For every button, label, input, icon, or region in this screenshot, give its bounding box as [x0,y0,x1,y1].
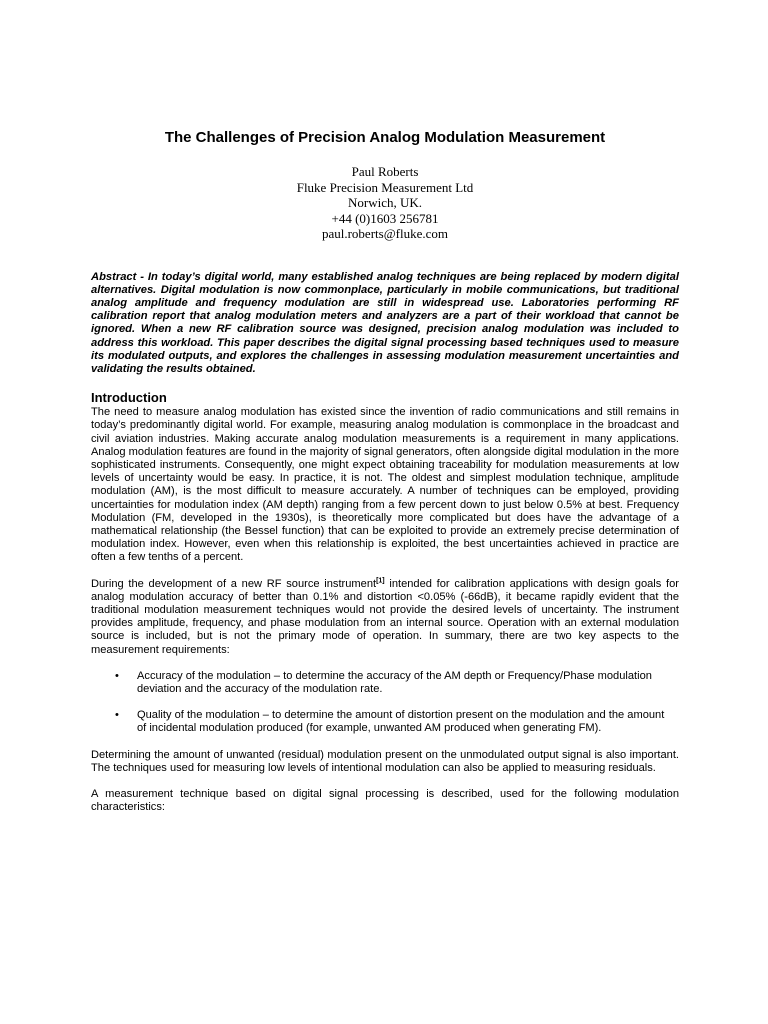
bullet-icon: • [115,709,119,722]
paper-title: The Challenges of Precision Analog Modulation Measurement [164,129,606,146]
introduction-paragraph-4: A measurement technique based on digital signal processing is described, used for the following modulation characteristics: [91,788,679,814]
abstract: Abstract - In today’s digital world, many established analog techniques are being replaced by modern digital alternatives. Digital modulation is now commonplace, particularly in mobile communications, but traditional analog amplitude and frequency modulation are still in widespread use. Laboratories performing RF calibration report that analog modulation meters and analyzers are a part of their workload that cannot be ignored. When a new RF calibration source was designed, precision analog modulation was included to address this workload. This paper describes the digital signal processing based techniques used to measure its modulated outputs, and explores the challenges in assessing modulation measurement uncertainties and validating the results obtained. [91,270,679,375]
introduction-heading: Introduction [91,390,167,406]
author-phone: +44 (0)1603 256781 [331,210,439,226]
paragraph-2-text-start: During the development of a new RF source instrument [91,577,377,590]
reference-marker: [1] [376,576,385,584]
author-city: Norwich, UK. [347,195,422,210]
list-item-text: Quality of the modulation – to determine the amount of distortion present on the modulation and the amount of incidental modulation produced (for example, unwanted AM produced when generating FM). [137,709,665,735]
paragraph-2-text-end: intended for calibration applications with design goals for analog modulation accuracy of better than 0.1% and distortion <0.05% (-66dB), it became rapidly evident that the traditional modulation measurement techniques would not provide the desired levels of uncertainty. The instrument provides amplitude, frequency, and phase modulation from an internal source. Operation with an external modulation source is included, but is not the primary mode of operation. In summary, there are two key aspects to the measurement requirements: [91,577,679,656]
author-email: paul.roberts@fluke.com [321,226,449,241]
paper-page [91,128,679,814]
list-item-text: Accuracy of the modulation – to determine the accuracy of the AM depth or Frequency/Phase modulation deviation and the accuracy of the modulation rate. [137,669,652,695]
list-item [91,670,679,696]
introduction-paragraph-3: Determining the amount of unwanted (residual) modulation present on the unmodulated output signal is also important. The techniques used for measuring low levels of intentional modulation can also be applied to measuring residuals. [91,748,679,774]
author-affiliation: Fluke Precision Measurement Ltd [296,179,474,195]
requirements-list [91,670,679,736]
author-name: Paul Roberts [351,164,419,179]
bullet-icon: • [115,669,119,682]
introduction-paragraph-1: The need to measure analog modulation has existed since the invention of radio communications and still remains in today’s predominantly digital world. For example, measuring analog modulation is commonplace in the broadcast and civil aviation industries. Making accurate analog modulation measurements is a requirement in many applications. Analog modulation features are found in the majority of signal generators, often alongside digital modulation in the more sophisticated instruments. Consequently, one might expect obtaining traceability for modulation measurements at low levels of uncertainty would be easy. In practice, it is not. The oldest and simplest modulation technique, amplitude modulation (AM), is the most difficult to measure accurately. A number of techniques can be employed, providing uncertainties for modulation index (AM depth) ranging from a few percent down to just below 0.5% at best. Frequency Modulation (FM, developed in the 1930s), is theoretically more complicated but does have the advantage of a mathematical relationship (the Bessel function) that can be exploited to provide an extremely precise determination of modulation index. However, even when this relationship is exploited, the best uncertainties achieved in practice are often a few tenths of a percent. [91,406,679,564]
list-item [91,709,679,735]
author-block [91,164,679,242]
introduction-paragraph-2 [91,578,679,657]
